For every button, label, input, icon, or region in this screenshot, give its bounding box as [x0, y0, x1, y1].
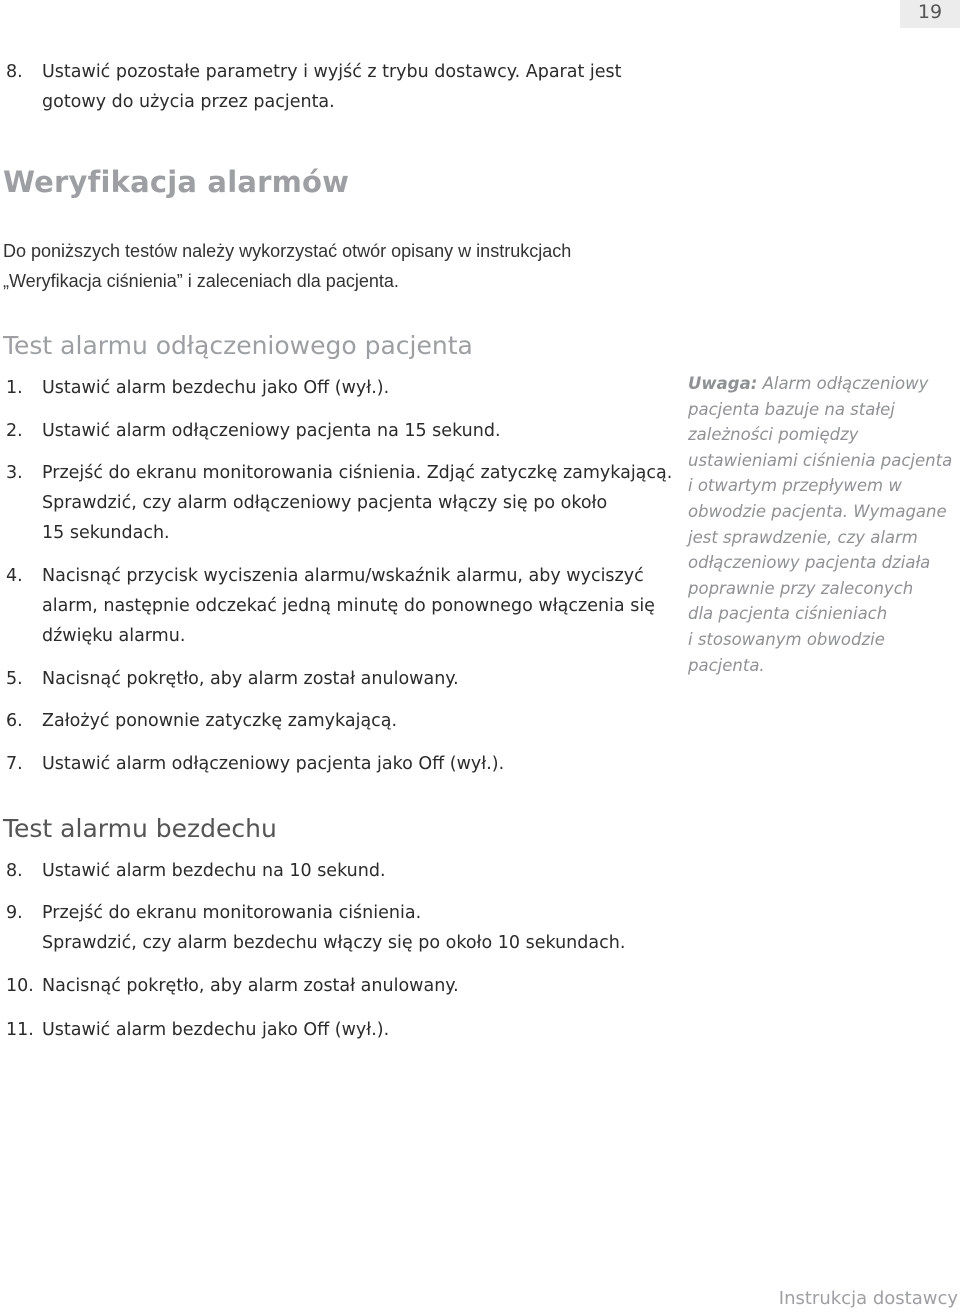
step-line: Ustawić alarm odłączeniowy pacjenta na 15 sekund. — [42, 421, 501, 441]
step-line: Ustawić alarm odłączeniowy pacjenta jako Off (wył.). — [42, 754, 505, 774]
subsection-title: Test alarmu bezdechu — [3, 814, 277, 843]
step-number: 1. — [6, 378, 23, 398]
step-text — [42, 373, 672, 403]
page-number: 19 — [900, 0, 960, 28]
step-number: 8. — [6, 861, 23, 881]
step-line: Założyć ponownie zatyczkę zamykającą. — [42, 711, 398, 731]
step-line: Sprawdzić, czy alarm bezdechu włączy się po około 10 sekundach. — [42, 933, 626, 953]
step-line: Ustawić alarm bezdechu na 10 sekund. — [42, 861, 386, 881]
step-line: Przejść do ekranu monitorowania ciśnienia. — [42, 903, 422, 923]
step-line: Nacisnąć pokrętło, aby alarm został anulowany. — [42, 976, 459, 996]
step-line: Ustawić pozostałe parametry i wyjść z trybu dostawcy. Aparat jest — [42, 62, 622, 82]
intro-paragraph — [3, 236, 571, 296]
note-line: ustawieniami ciśnienia pacjenta — [688, 450, 953, 470]
intro-line: „Weryfikacja ciśnienia” i zaleceniach dla pacjenta. — [3, 271, 399, 291]
step-text — [42, 706, 672, 736]
step-text — [42, 458, 672, 548]
step-number: 10. — [6, 976, 34, 996]
note-line: zależności pomiędzy — [688, 425, 859, 445]
note-first-line-text: Alarm odłączeniowy — [757, 374, 929, 393]
side-note — [688, 371, 960, 678]
step-number: 9. — [6, 903, 23, 923]
step-number: 3. — [6, 463, 23, 483]
step-number: 8. — [6, 62, 23, 82]
step-number: 11. — [6, 1020, 34, 1040]
step-line: 15 sekundach. — [42, 523, 170, 543]
step-text — [42, 749, 672, 779]
step-number: 2. — [6, 421, 23, 441]
step-line: alarm, następnie odczekać jedną minutę do ponownego włączenia się — [42, 596, 655, 616]
step-line: dźwięku alarmu. — [42, 626, 186, 646]
section-title: Weryfikacja alarmów — [3, 165, 350, 199]
step-text — [42, 416, 672, 446]
note-line: odłączeniowy pacjenta działa — [688, 553, 931, 573]
step-text — [42, 561, 672, 651]
step-line: Ustawić alarm bezdechu jako Off (wył.). — [42, 1020, 390, 1040]
step-number: 5. — [6, 669, 23, 689]
step-text — [42, 898, 672, 958]
step-line: Przejść do ekranu monitorowania ciśnienia. Zdjąć zatyczkę zamykającą. — [42, 463, 673, 483]
note-line: pacjenta bazuje na stałej — [688, 399, 895, 419]
subsection-title: Test alarmu odłączeniowego pacjenta — [3, 331, 473, 360]
note-line: i otwartym przepływem w — [688, 476, 902, 496]
step-line: Nacisnąć pokrętło, aby alarm został anulowany. — [42, 669, 459, 689]
step-line: Nacisnąć przycisk wyciszenia alarmu/wskaźnik alarmu, aby wyciszyć — [42, 566, 644, 586]
note-line: jest sprawdzenie, czy alarm — [688, 527, 918, 547]
step-line: Ustawić alarm bezdechu jako Off (wył.). — [42, 378, 390, 398]
note-lead: Uwaga: — [688, 374, 758, 393]
step-text — [42, 1015, 672, 1045]
step-text — [42, 664, 672, 694]
step-text — [42, 57, 672, 117]
note-line: dla pacjenta ciśnieniach — [688, 604, 888, 624]
step-number: 6. — [6, 711, 23, 731]
step-text — [42, 971, 672, 1001]
step-line: Sprawdzić, czy alarm odłączeniowy pacjenta włączy się po około — [42, 493, 608, 513]
note-line: i stosowanym obwodzie — [688, 629, 885, 649]
step-line: gotowy do użycia przez pacjenta. — [42, 92, 335, 112]
intro-line: Do poniższych testów należy wykorzystać otwór opisany w instrukcjach — [3, 241, 572, 261]
note-line: obwodzie pacjenta. Wymagane — [688, 501, 947, 521]
step-text — [42, 856, 672, 886]
note-first-line — [688, 371, 960, 397]
step-number: 7. — [6, 754, 23, 774]
step-number: 4. — [6, 566, 23, 586]
page-footer: Instrukcja dostawcy — [778, 1288, 958, 1309]
note-line: pacjenta. — [688, 655, 765, 675]
note-line: poprawnie przy zaleconych — [688, 578, 914, 598]
